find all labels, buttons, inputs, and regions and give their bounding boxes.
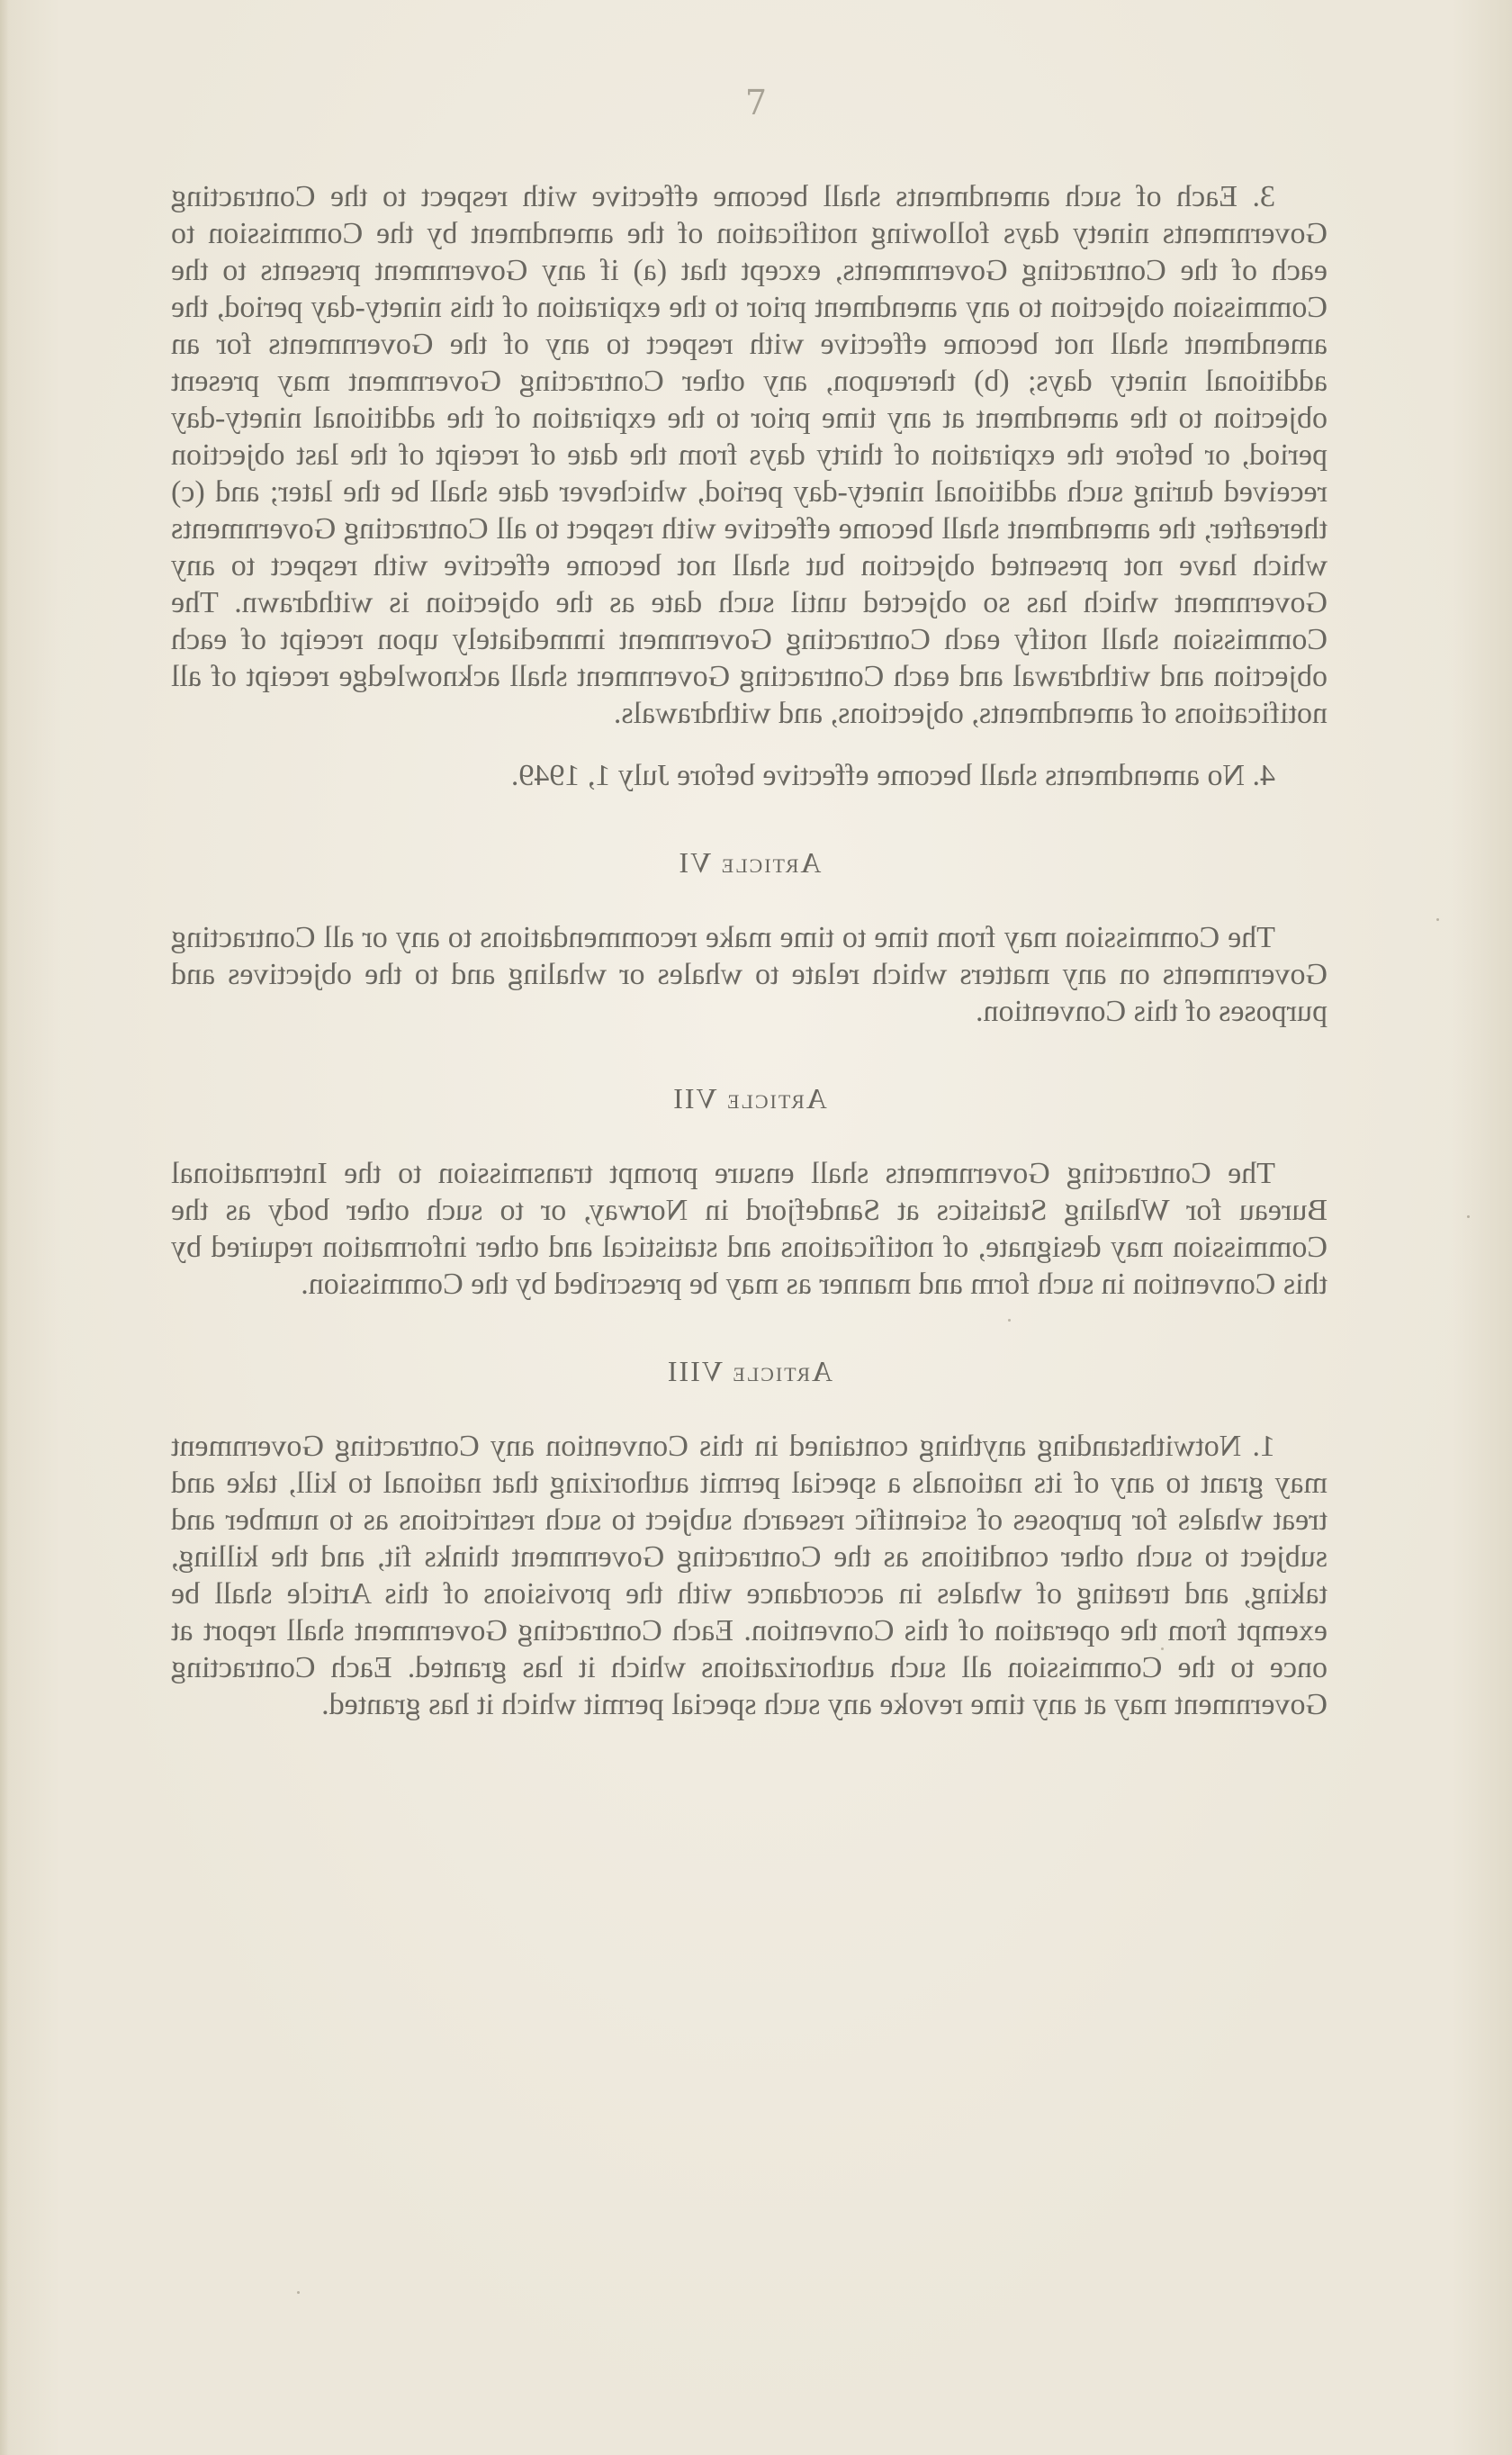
paragraph-3: 3. Each of such amendments shall become effective with respect to the Contracting Governments ninety days following notification of the amendment by the Commission to each of the Contracting Governments, except that (a) if any Government presents to the Commission objection to any amendment prior to the expiration of this ninety-day period, the amendment shall not become effective with respect to any of the Governments for an additional ninety days; (b) thereupon, any other Contracting Government may present objection to the amendment at any time prior to the expiration of the additional ninety-day period, or before the expiration of thirty days from the date of receipt of the last objection received during such additional ninety-day period, whichever date shall be the later; and (c) thereafter, the amendment shall become effective with respect to all Contracting Governments which have not presented objection but shall not become effective with respect to any Government which has so objected until such date as the objection is withdrawn. The Commission shall notify each Contracting Government immediately upon receipt of each objection and withdrawal and each Contracting Government shall acknowledge receipt of all notifications of amendments, objections, and withdrawals. xyxy=(171,180,1328,730)
paper-speck xyxy=(1161,1647,1164,1650)
page-number: 7 xyxy=(744,83,768,122)
bleed-through-header xyxy=(486,16,1026,34)
paper-speck xyxy=(1467,1215,1470,1218)
paper-speck xyxy=(1436,918,1439,921)
mirrored-bleed-through-text xyxy=(171,178,1328,1723)
paragraph-4: 4. No amendments shall become effective before July 1, 1949. xyxy=(510,759,1275,792)
article-viii-heading: Article VIII xyxy=(665,1355,833,1387)
paper-speck xyxy=(297,2291,300,2294)
paper-speck xyxy=(936,1521,939,1524)
article-vi-text: The Commission may from time to time make recommendations to any or all Contracting Governments on any matters which relate to whales or whaling and to the objectives and purposes of this Convention. xyxy=(171,921,1328,1028)
page-edge-shadow xyxy=(0,0,9,2455)
paper-speck xyxy=(1008,1319,1011,1322)
article-vii-text: The Contracting Governments shall ensure prompt transmission to the International Bureau for Whaling Statistics at Sandefjord in Norway, or to such other body as the Commission may designate, of notifications and statistical and other information required by this Convention in such form and manner as may be prescribed by the Commission. xyxy=(171,1157,1328,1301)
article-viii-text: 1. Notwithstanding anything contained in this Convention any Contracting Government may grant to any of its nationals a special permit authorizing that national to kill, take and treat whales for purposes of scientific research subject to such restrictions as to number and subject to such other conditions as the Contracting Government thinks fit, and the killing, taking, and treating of whales in accordance with the provisions of this Article shall be exempt from the operation of this Convention. Each Contracting Government shall report at once to the Commission all such authorizations which it has granted. Each Contracting Government may at any time revoke any such special permit which it has granted. xyxy=(171,1430,1328,1721)
article-vii-heading: Article VII xyxy=(671,1082,827,1115)
article-vi-heading: Article VI xyxy=(677,846,822,879)
